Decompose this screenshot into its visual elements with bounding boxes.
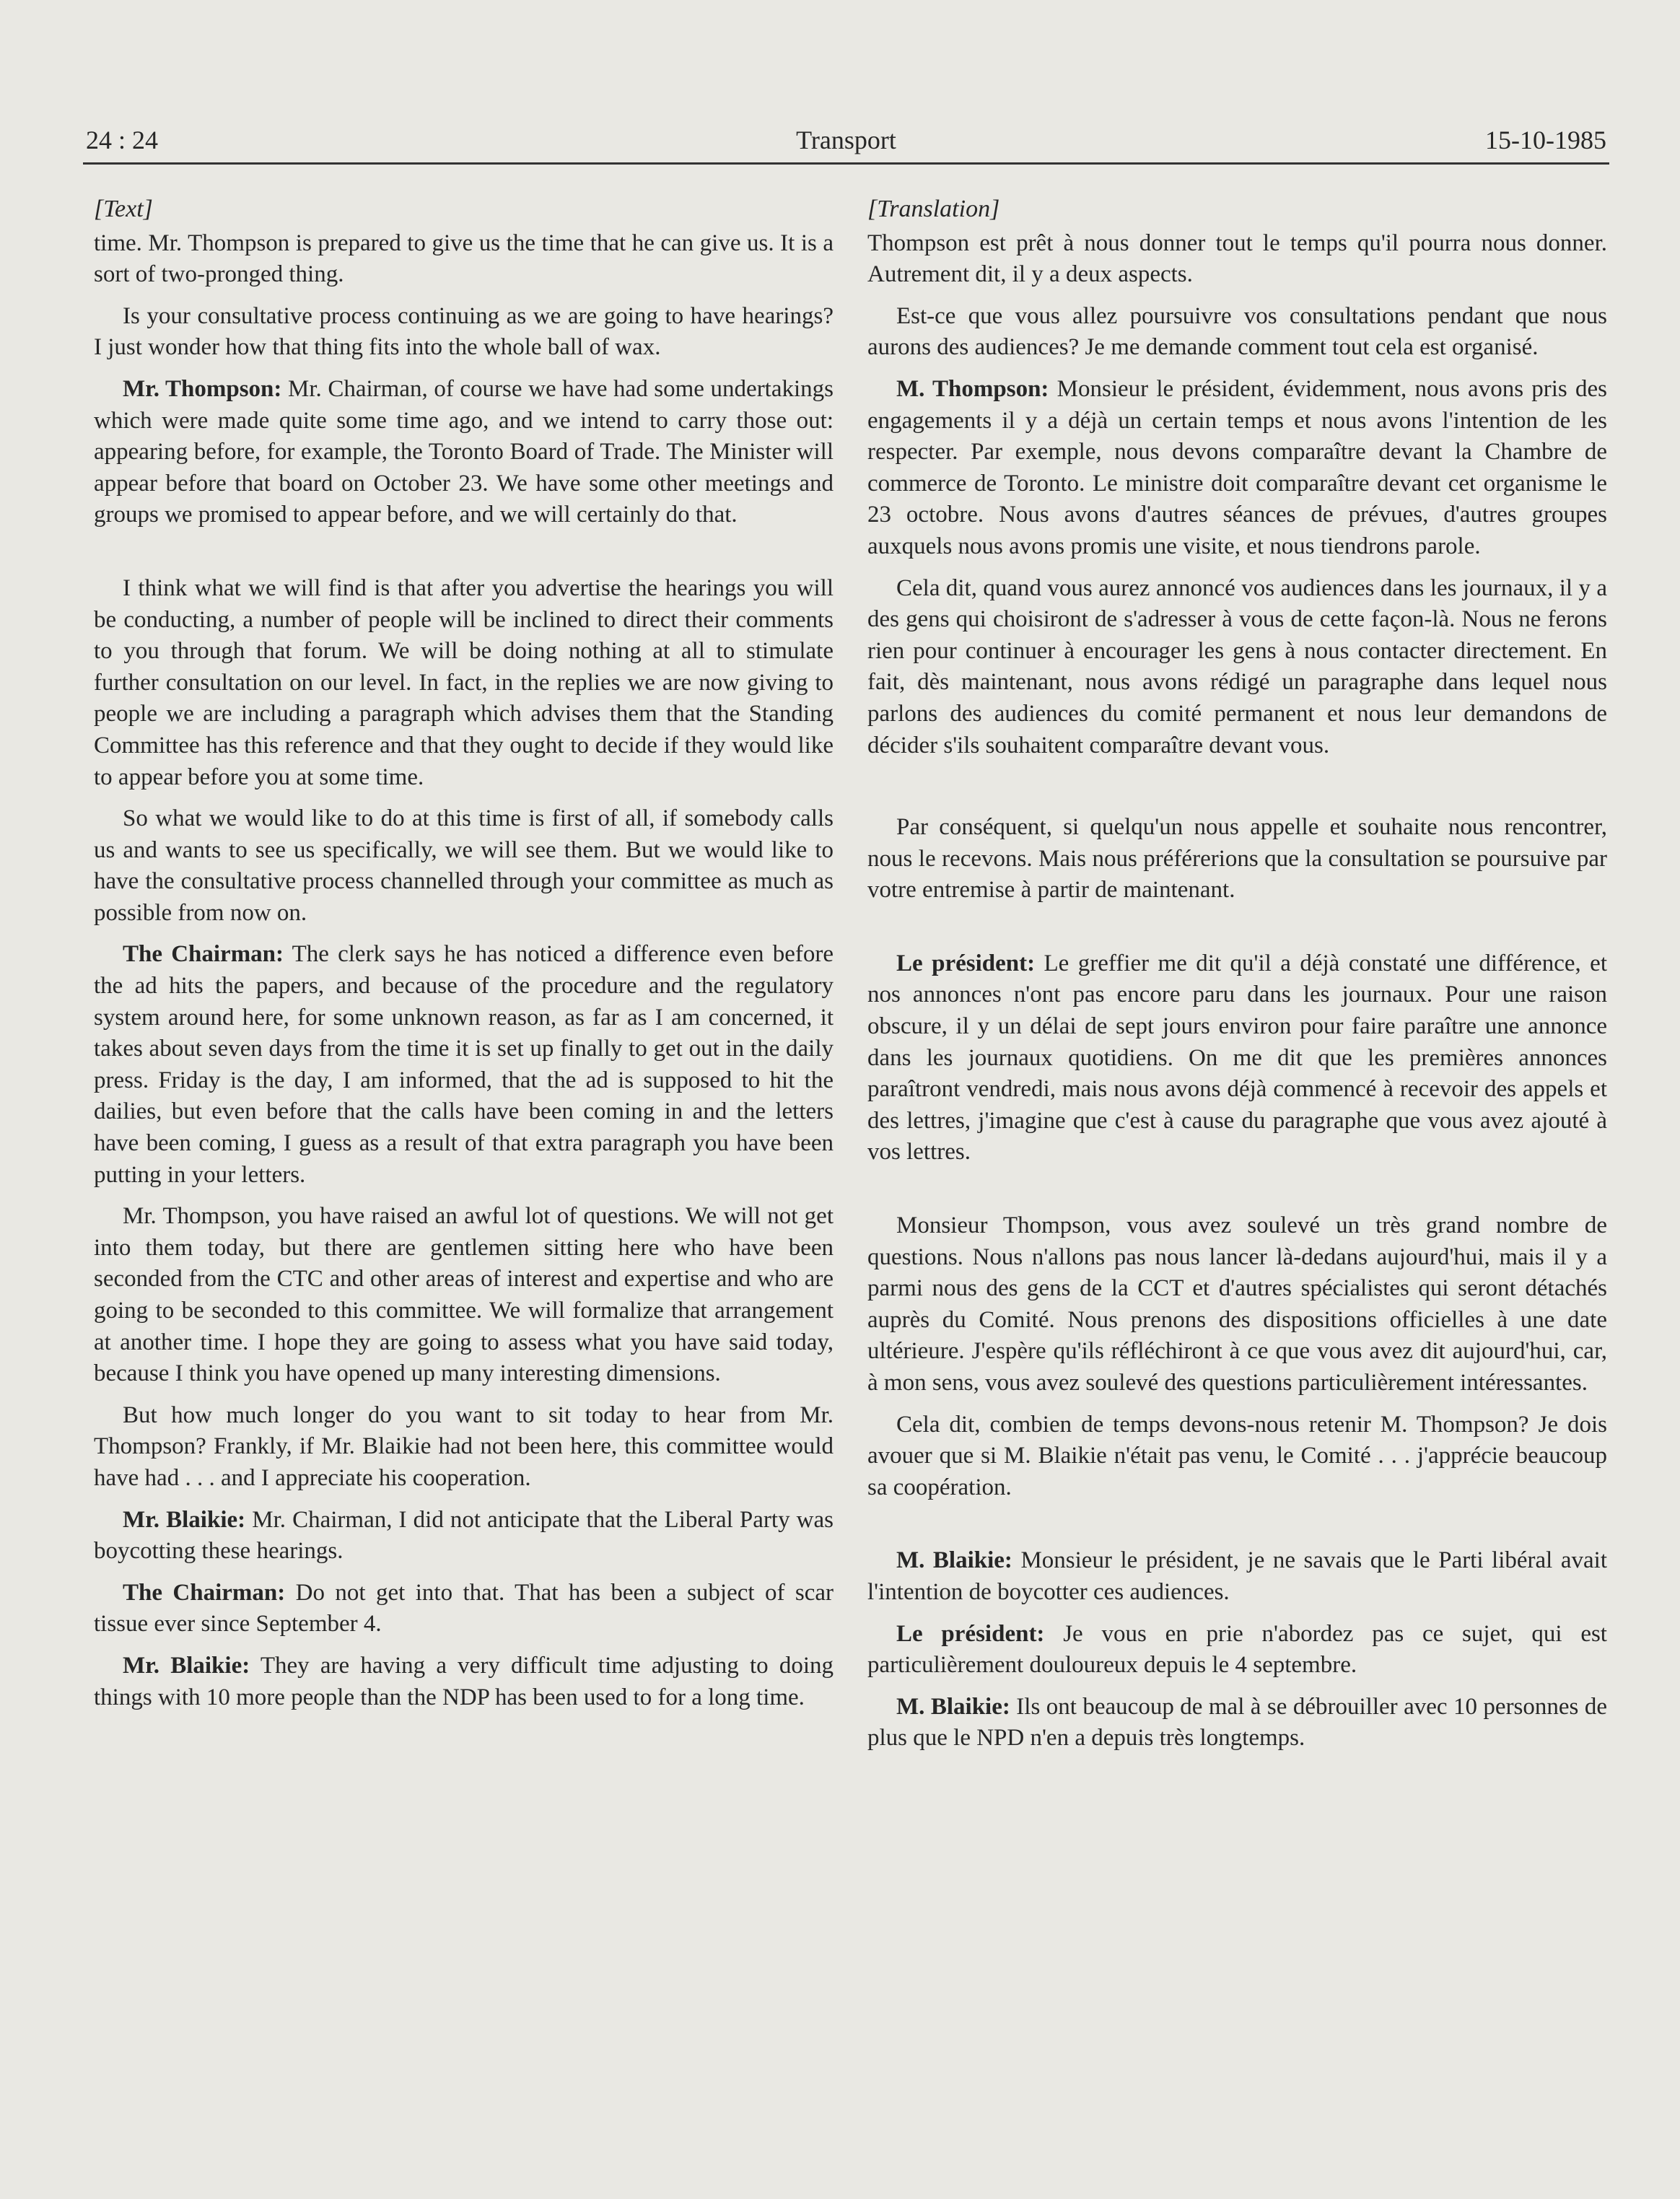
paragraph: Is your consultative process continuing as we are going to have hearings? I just wonder how that thing fits into the whole ball of wax. [94,302,834,361]
speaker-name: M. Thompson: [896,375,1049,402]
speech-text: Monsieur le président, je ne savais que le Parti libéral avait l'intention de boycotter ces audiences. [867,1547,1608,1605]
paragraph [867,948,1607,1168]
speaker-name: The Chairman: [123,1579,286,1606]
french-column [867,193,1607,1765]
running-title: Transport [796,126,896,154]
paragraph: Par conséquent, si quelqu'un nous appelle et souhaite nous rencontrer, nous le recevons. Mais nous préférerions que la consultation se poursuive par votre entremise à partir de maintenant. [867,814,1607,904]
speaker-name: Mr. Blaikie: [123,1652,250,1679]
paragraph: I think what we will find is that after you advertise the hearings you will be conducting, a number of people will be inclined to direct their comments to you through that forum. We will be doing nothing at all to stimulate further consultation on our level. In fact, in the replies we are now giving to people we are including a paragraph which advises them that the Standing Committee has this reference and that they ought to decide if they would like to appear before you at some time. [94,574,834,790]
speaker-name: Le président: [896,1620,1045,1647]
spacer [867,1179,1607,1210]
speech-text: Do not get into that. That has been a subject of scar tissue ever since September 4. [94,1579,834,1638]
paragraph: Mr. Thompson, you have raised an awful lot of questions. We will not get into them today, but there are gentlemen sitting here who have been seconded from the CTC and other areas of interest and expertise and who are going to be seconded to this committee. We will formalize that arrangement at another time. I hope they are going to assess what you have said today, because I think you have opened up many interesting dimensions. [94,1203,834,1387]
paragraph: Cela dit, quand vous aurez annoncé vos audiences dans les journaux, il y a des gens qui choisiront de s'adresser à vous de cette façon-là. Nous ne ferons rien pour continuer à encourager les gens à nous contacter directement. En fait, dès maintenant, nous avons rédigé un paragraphe dans lequel nous parlons des audiences du comité permanent et nous leur demandons de décider s'ils souhaitent comparaître devant vous. [867,574,1607,758]
paragraph [94,1578,834,1640]
spacer [867,917,1607,948]
paragraph [867,1619,1607,1682]
speech-text: They are having a very difficult time adjusting to doing things with 10 more people than the NDP has been used to for a long time. [94,1652,834,1710]
speaker-name: The Chairman: [123,941,284,968]
page-number: 24 : 24 [86,126,159,154]
paragraph [94,1651,834,1713]
paragraph [94,939,834,1191]
paragraph: Thompson est prêt à nous donner tout le temps qu'il pourra nous donner. Autrement dit, il y a deux aspects. [867,229,1607,288]
english-column [94,193,834,1723]
speech-text: Le greffier me dit qu'il a déjà constaté une différence, et nos annonces n'ont pas encore paru dans les journaux. Pour une raison obscure, il y un délai de sept jours environ pour faire paraître une annonce dans les journaux quotidiens. On me dit que les premières annonces paraîtront vendredi, mais nous avons déjà commencé à recevoir des appels et des lettres, j'imagine que c'est à cause du paragraphe que vous avez ajouté à vos lettres. [867,950,1607,1166]
paragraph [94,1505,834,1568]
speaker-name: M. Blaikie: [896,1693,1010,1720]
page-header [83,119,1609,165]
speaker-name: Le président: [896,950,1036,976]
sitting-date: 15-10-1985 [1485,126,1606,154]
paragraph: time. Mr. Thompson is prepared to give us the time that he can give us. It is a sort of two-pronged thing. [94,229,834,288]
paragraph: Monsieur Thompson, vous avez soulevé un très grand nombre de questions. Nous n'allons pas nous lancer là-dedans aujourd'hui, mais il y a parmi nous des gens de la CCT et d'autres spécialistes qui seront détachés auprès du Comité. Nous prenons des dispositions officielles à une date ultérieure. J'espère qu'ils réfléchiront à ce que vous avez dit aujourd'hui, car, à mon sens, vous avez soulevé des questions particulièrement intéressantes. [867,1212,1607,1396]
column-label-translation: [Translation] [867,196,1000,222]
speech-text: Ils ont beaucoup de mal à se débrouiller avec 10 personnes de plus que le NPD n'en a depuis très longtemps. [867,1693,1607,1752]
spacer [867,771,1607,812]
speech-text: The clerk says he has noticed a difference even before the ad hits the papers, and because of the procedure and the regulatory system around here, for some unknown reason, as far as I am concerned, it takes about seven days from the time it is set up finally to get out in the daily press. Friday is the day, I am informed, that the ad is supposed to hit the dailies, but even before that the calls have been coming in and the letters have been coming, I guess as a result of that extra paragraph you have been putting in your letters. [94,941,834,1188]
speech-text: Je vous en prie n'abordez pas ce sujet, qui est particulièrement douloureux depuis le 4 septembre. [867,1620,1607,1679]
speaker-name: Mr. Blaikie: [123,1506,246,1533]
paragraph: But how much longer do you want to sit today to hear from Mr. Thompson? Frankly, if Mr. Blaikie had not been here, this committee would have had . . . and I appreciate his cooperation. [94,1402,834,1491]
paragraph: Est-ce que vous allez poursuivre vos consultations pendant que nous aurons des audiences? Je me demande comment tout cela est organisé. [867,302,1607,361]
speech-text: Mr. Chairman, of course we have had some undertakings which were made quite some time ago, and we intend to carry those out: appearing before, for example, the Toronto Board of Trade. The Minister will appear before that board on October 23. We have some other meetings and groups we promised to appear before, and we will certainly do that. [94,375,834,528]
speech-text: Mr. Chairman, I did not anticipate that the Liberal Party was boycotting these hearings. [94,1506,834,1565]
paragraph [867,374,1607,563]
speaker-name: M. Blaikie: [896,1547,1012,1574]
speaker-name: Mr. Thompson: [123,375,282,402]
spacer [867,1513,1607,1545]
paragraph: Cela dit, combien de temps devons-nous retenir M. Thompson? Je dois avouer que si M. Blaikie n'était pas venu, le Comité . . . j'apprécie beaucoup sa coopération. [867,1411,1607,1500]
paragraph [867,1545,1607,1608]
paragraph [94,374,834,531]
paragraph: So what we would like to do at this time is first of all, if somebody calls us and wants to see us specifically, we will see them. But we would like to have the consultative process channelled through your committee as much as possible from now on. [94,805,834,926]
spacer [94,541,834,573]
speech-text: Monsieur le président, évidemment, nous avons pris des engagements il y a déjà un certain temps et nous avons l'intention de les respecter. Par exemple, nous devons comparaître devant la Chambre de commerce de Toronto. Le ministre doit comparaître devant cet organisme le 23 octobre. Nous avons d'autres séances de prévues, d'autres groupes auxquels nous avons promis une visite, et nous tiendrons parole. [867,375,1608,559]
column-label-text: [Text] [94,196,153,222]
paragraph [867,1692,1607,1754]
